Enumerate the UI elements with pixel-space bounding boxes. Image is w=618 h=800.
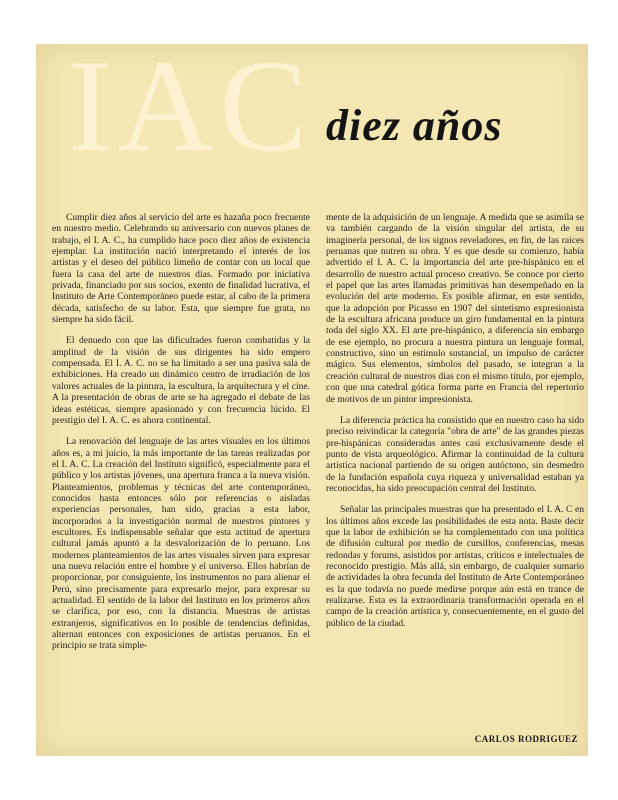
author-signature: CARLOS RODRIGUEZ [474, 734, 578, 744]
article-body [52, 212, 584, 740]
magazine-page [36, 44, 588, 756]
article-title: diez años [326, 101, 503, 150]
right-column [326, 212, 584, 740]
paragraph: Señalar las principales muestras que ha presentado el I. A. C en los últimos años excede las posibilidades de esta nota. Baste decir que la labor de exhibición se ha complementado con una política de difusión cultural por medio de cursillos, conferencias, mesas redondas y forums, asistidos por artistas, críticos e intelectuales de reconocido prestigio. Más allá, sin embargo, de cualquier sumario de actividades la obra fecunda del Instituto de Arte Contemporáneo es la que todavía no puede medirse porque aún está en trance de realizarse. Esta es la extraordinaria transformación operada en el campo de la creación artística y, consecuentemente, en el gusto del público de la ciudad. [326, 504, 584, 629]
paragraph: La diferencia práctica ha consistido que en nuestro caso ha sido preciso reivindicar la categoría "obra de arte" de las grandes piezas pre-hispánicas consideradas antes casi exclusivamente desde el punto de vista arqueológico. Afirmar la continuidad de la cultura artística nacional partiendo de su origen autóctono, sin desmedro de la fundación española cuya riqueza y universalidad estaban ya reconocidas, ha sido preocupación central del Instituto. [326, 414, 584, 494]
paragraph: El denuedo con que las dificultades fueron combatidas y la amplitud de la visión de sus dirigentes ha sido empero compensada. El I. A. C. no se ha limitado a ser una pasiva sala de exhibiciones. Ha creado un dinámico centro de irradiación de los valores actuales de la pintura, la escultura, la arquitectura y el cine. A la presentación de obras de arte se ha agregado el debate de las ideas estéticas, siempre apasionado y con frecuencia lúcido. El prestigio del I. A. C. es ahora continental. [52, 335, 310, 426]
iac-watermark: IAC [68, 44, 314, 179]
paragraph: La renovación del lenguaje de las artes visuales en los últimos años es, a mi juicio, la más importante de las tareas realizadas por el I. A. C. La creación del Instituto significó, especialmente para el público y los artistas jóvenes, una apertura franca a la nueva visión. Planteamientos, problemas y técnicas del arte contemporáneo, conocidos hasta entonces sólo por referencias o aisladas experiencias personales, han sido, gracias a esta labor, incorporados a la investigación normal de nuestros pintores y escultores. Es indispensable señalar que esta actitud de apertura cultural jamás apuntó a la desvalorización de lo peruano. Los modernos planteamientos de las artes visuales sirven para expresar una nueva relación entre el hombre y el universo. Ellos habrían de proporcionar, por consiguiente, los instrumentos no para alienar el Perú, sino precisamente para expresarlo mejor, para expresar su actualidad. El sentido de la labor del Instituto en los primeros años se clarifica, por eso, con la distancia. Muestras de artistas extranjeros, significativos en lo posible de tendencias definidas, alternan entonces con exposiciones de artistas peruanos. En el principio se trata simple- [52, 436, 310, 652]
paragraph: mente de la adquisición de un lenguaje. A medida que se asimila se va también cargando de la visión singular del artista, de su imaginería personal, de los signos reveladores, en fin, de las raíces peruanas que nutren su obra. Y es que desde su comienzo, había advertido el I. A. C. la importancia del arte pre-hispánico en el desarrollo de nuestro actual proceso creativo. Se conoce por cierto el papel que las artes llamadas primitivas han desempeñado en la evolución del arte moderno. Es posible afirmar, en este sentido, que la adopción por Picasso en 1907 del sintetismo expresionista de la escultura africana produce un giro fundamental en la pintura toda del siglo XX. El arte pre-hispánico, a diferencia sin embargo de ese ejemplo, no procura a nuestra pintura un lenguaje formal, constructivo, sino un estímulo sustancial, un impulso de carácter mágico. Sus elementos, símbolos del pasado, se integran a la creación cultural de nuestros días con el mismo título, por ejemplo, con que una catedral gótica forma parte en Francia del repertorio de motivos de un pintor impresionista. [326, 212, 584, 405]
left-column [52, 212, 310, 740]
paragraph: Cumplir diez años al servicio del arte es hazaña poco frecuente en nuestro medio. Celebrando su aniversario con nuevos planes de trabajo, el I. A. C., ha cumplido hace poco diez años de existencia ejemplar. La institución nació interpretando el interés de los artistas y el deseo del público limeño de contar con un local que fuera la casa del arte de nuestros días. Formado por iniciativa privada, financiado por sus socios, exento de finalidad lucrativa, el Instituto de Arte Contemporáneo puede estar, al cabo de la primera década, satisfecho de su labor. Esta, que siempre fue grata, no siempre ha sido fácil. [52, 212, 310, 326]
